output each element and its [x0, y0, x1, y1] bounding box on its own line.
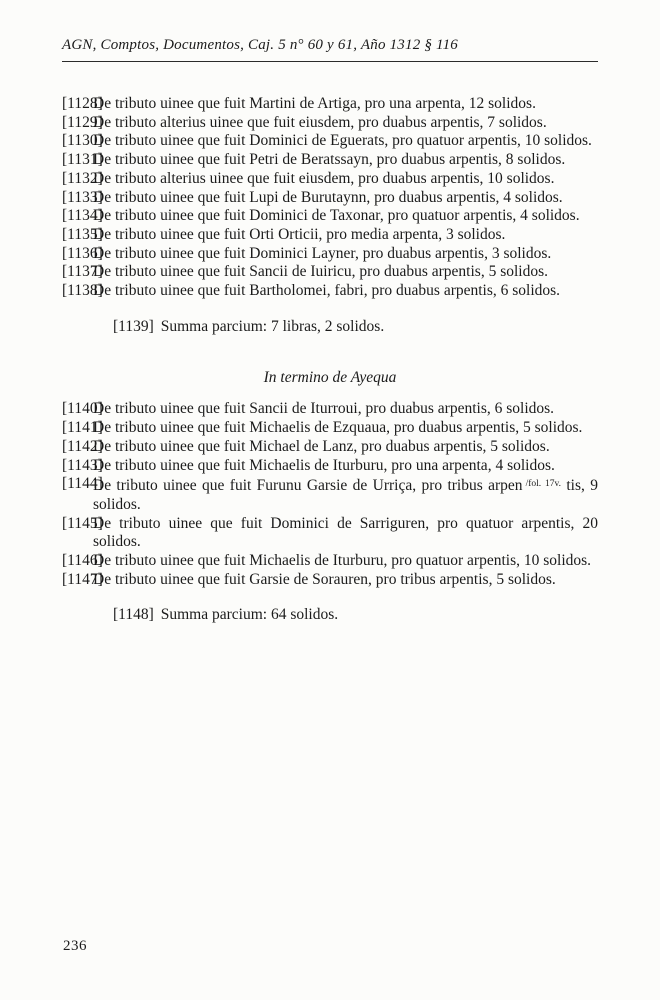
entry-number: [1134]: [62, 207, 103, 225]
entry-text: De tributo uinee que fuit Michael de Lanz, pro duabus arpentis, 5 solidos.: [93, 437, 550, 455]
entry-number: [1129]: [62, 113, 103, 131]
entry: [62, 207, 598, 226]
entry-number: [1131]: [62, 151, 103, 169]
entry: [62, 457, 598, 476]
entry-text: De tributo uinee que fuit Martini de Artiga, pro una arpenta, 12 solidos.: [93, 95, 536, 112]
page-number: 236: [63, 938, 87, 954]
entry: [62, 552, 598, 571]
entry-number: [1137]: [62, 263, 103, 281]
entry: [62, 114, 598, 133]
entry: [62, 515, 598, 552]
entry-text: De tributo uinee que fuit Petri de Beratssayn, pro duabus arpentis, 8 solidos.: [93, 151, 566, 169]
entry-text: De tributo uinee que fuit Sancii de Iuiricu, pro duabus arpentis, 5 solidos.: [93, 263, 549, 281]
entry: [62, 95, 598, 114]
summa-line: [113, 606, 598, 625]
entry: [62, 419, 598, 438]
entry-number: [1141]: [62, 419, 103, 437]
entry-text: De tributo uinee que fuit Bartholomei, fabri, pro duabus arpentis, 6 solidos.: [93, 282, 561, 300]
entry-text: De tributo uinee que fuit Michaelis de Ezquaua, pro duabus arpentis, 5 solidos.: [93, 419, 583, 437]
entry-text: De tributo alterius uinee que fuit eiusdem, pro duabus arpentis, 10 solidos.: [93, 169, 555, 187]
entry: [62, 151, 598, 170]
entry-text: De tributo uinee que fuit Lupi de Burutaynn, pro duabus arpentis, 4 solidos.: [93, 188, 563, 206]
summa-text: Summa parcium: 7 libras, 2 solidos.: [160, 317, 385, 335]
entry-list-section-1: [62, 95, 598, 301]
entry: [62, 263, 598, 282]
entry-number: [1130]: [62, 132, 103, 150]
entry: [62, 438, 598, 457]
entry-text: De tributo uinee que fuit Dominici de Eguerats, pro quatuor arpentis, 10 solidos.: [93, 132, 592, 150]
entry-text: De tributo uinee que fuit Dominici Layner, pro duabus arpentis, 3 solidos.: [93, 244, 552, 262]
entry-number: [1144]: [62, 475, 103, 493]
folio-marker: /fol. 17v.: [525, 479, 561, 490]
entry-number: [1145]: [62, 514, 103, 532]
summa-text: Summa parcium: 64 solidos.: [160, 606, 339, 624]
entry-number: [1136]: [62, 244, 103, 262]
entry-text: De tributo uinee que fuit Dominici de Taxonar, pro quatuor arpentis, 4 solidos.: [93, 207, 580, 225]
section-heading: In termino de Ayequa: [263, 369, 397, 387]
entry: [62, 475, 598, 514]
entry: [62, 170, 598, 189]
summa-line: [113, 318, 598, 337]
entry-number: [1135]: [62, 225, 103, 243]
running-head: AGN, Comptos, Documentos, Caj. 5 n° 60 y 61, Año 1312 § 116: [62, 36, 598, 62]
entry-text: De tributo uinee que fuit Orti Orticii, pro media arpenta, 3 solidos.: [93, 225, 506, 243]
entry-number: [1148]: [113, 606, 154, 624]
entry-text-continued: tis, 9 solidos.: [93, 477, 599, 513]
entry: [62, 400, 598, 419]
entry-text: De tributo uinee que fuit Dominici de Sarriguren, pro quatuor arpentis, 20 solidos.: [93, 514, 598, 551]
entry: [62, 571, 598, 590]
entry-number: [1133]: [62, 188, 103, 206]
entry-number: [1146]: [62, 552, 103, 570]
entry-text: De tributo alterius uinee que fuit eiusdem, pro duabus arpentis, 7 solidos.: [93, 113, 547, 131]
entry-number: [1132]: [62, 169, 103, 187]
entry-number: [1143]: [62, 456, 103, 474]
entry: [62, 245, 598, 264]
entry: [62, 189, 598, 208]
entry-text: De tributo uinee que fuit Furunu Garsie de Urriça, pro tribus arpen: [93, 477, 523, 495]
entry-number: [1140]: [62, 400, 103, 418]
entry-number: [1128]: [62, 95, 103, 112]
entry-number: [1138]: [62, 282, 103, 300]
entry-text: De tributo uinee que fuit Sancii de Iturroui, pro duabus arpentis, 6 solidos.: [93, 400, 555, 418]
entry: [62, 132, 598, 151]
entry-number: [1147]: [62, 570, 103, 588]
entry-list-section-2: [62, 400, 598, 589]
entry-text: De tributo uinee que fuit Garsie de Sorauren, pro tribus arpentis, 5 solidos.: [93, 570, 556, 588]
entry-number: [1142]: [62, 437, 103, 455]
entry: [62, 226, 598, 245]
entry-text: De tributo uinee que fuit Michaelis de Iturburu, pro quatuor arpentis, 10 solidos.: [93, 552, 592, 570]
entry-text: De tributo uinee que fuit Michaelis de Iturburu, pro una arpenta, 4 solidos.: [93, 456, 555, 474]
entry: [62, 282, 598, 301]
entry-number: [1139]: [113, 317, 154, 335]
